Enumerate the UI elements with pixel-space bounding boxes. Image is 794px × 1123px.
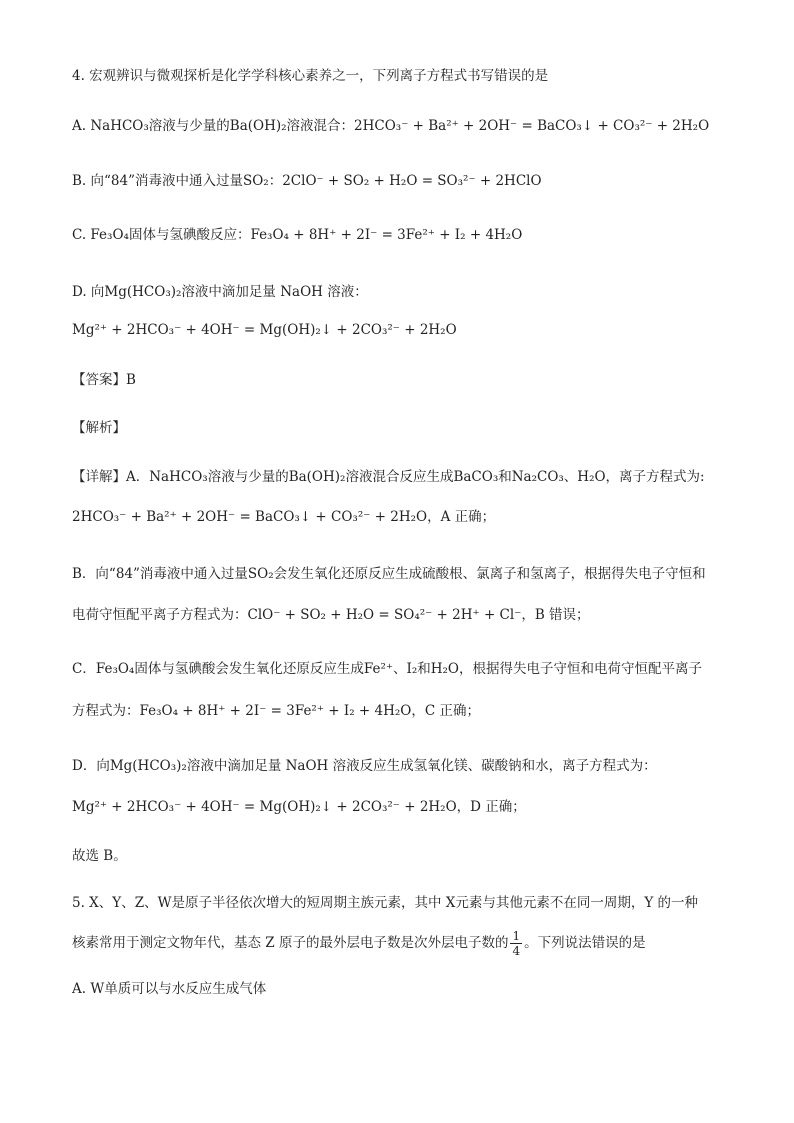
fraction-denominator: 4 xyxy=(512,944,521,958)
conclusion: 故选 B。 xyxy=(72,848,127,864)
fraction xyxy=(510,929,522,958)
q4-option-b: B. 向“84”消毒液中通入过量SO₂：2ClO⁻ + SO₂ + H₂O = SO₃²⁻ + 2HClO xyxy=(72,173,542,189)
q4-option-c: C. Fe₃O₄固体与氢碘酸反应：Fe₃O₄ + 8H⁺ + 2I⁻ = 3Fe²⁺ + I₂ + 4H₂O xyxy=(72,227,523,243)
detail-a-line2: 2HCO₃⁻ + Ba²⁺ + 2OH⁻ = BaCO₃↓ + CO₃²⁻ + 2H₂O，A 正确； xyxy=(72,509,496,525)
q4-option-a: A. NaHCO₃溶液与少量的Ba(OH)₂溶液混合：2HCO₃⁻ + Ba²⁺ + 2OH⁻ = BaCO₃↓ + CO₃²⁻ + 2H₂O xyxy=(72,118,710,134)
fraction-numerator: 1 xyxy=(512,929,521,943)
detail-b-line2: 电荷守恒配平离子方程式为：ClO⁻ + SO₂ + H₂O = SO₄²⁻ + 2H⁺ + Cl⁻，B 错误； xyxy=(72,607,590,623)
analysis-label: 【解析】 xyxy=(72,420,126,436)
q4-stem: 4. 宏观辨识与微观探析是化学学科核心素养之一，下列离子方程式书写错误的是 xyxy=(72,68,549,84)
detail-b-line1: B．向“84”消毒液中通入过量SO₂会发生氧化还原反应生成硫酸根、氯离子和氢离子，根据得失电子守恒和 xyxy=(72,566,706,582)
q5-stem-line2-tail: 。下列说法错误的是 xyxy=(524,935,646,951)
detail-c-line1: C．Fe₃O₄固体与氢碘酸会发生氧化还原反应生成Fe²⁺、I₂和H₂O，根据得失电子守恒和电荷守恒配平离子 xyxy=(72,661,702,677)
detail-c-line2: 方程式为：Fe₃O₄ + 8H⁺ + 2I⁻ = 3Fe²⁺ + I₂ + 4H₂O，C 正确； xyxy=(72,703,480,719)
q5-option-a: A. W单质可以与水反应生成气体 xyxy=(72,981,267,997)
q4-option-d-line2: Mg²⁺ + 2HCO₃⁻ + 4OH⁻ = Mg(OH)₂↓ + 2CO₃²⁻ + 2H₂O xyxy=(72,322,457,338)
q4-option-d-line1: D. 向Mg(HCO₃)₂溶液中滴加足量 NaOH 溶液： xyxy=(72,284,368,300)
answer-label: 【答案】B xyxy=(72,372,136,388)
q5-stem-line2 xyxy=(72,928,728,958)
detail-d-line2: Mg²⁺ + 2HCO₃⁻ + 4OH⁻ = Mg(OH)₂↓ + 2CO₃²⁻ + 2H₂O，D 正确； xyxy=(72,799,526,815)
detail-d-line1: D．向Mg(HCO₃)₂溶液中滴加足量 NaOH 溶液反应生成氢氧化镁、碳酸钠和水，离子方程式为： xyxy=(72,758,657,774)
q5-stem-line2-text: 核素常用于测定文物年代，基态 Z 原子的最外层电子数是次外层电子数的 xyxy=(72,935,509,951)
detail-a-line1: 【详解】A．NaHCO₃溶液与少量的Ba(OH)₂溶液混合反应生成BaCO₃和Na₂CO₃、H₂O，离子方程式为: xyxy=(72,469,705,485)
q5-stem-line1: 5. X、Y、Z、W是原子半径依次增大的短周期主族元素，其中 X元素与其他元素不在同一周期，Y 的一种 xyxy=(72,895,699,911)
